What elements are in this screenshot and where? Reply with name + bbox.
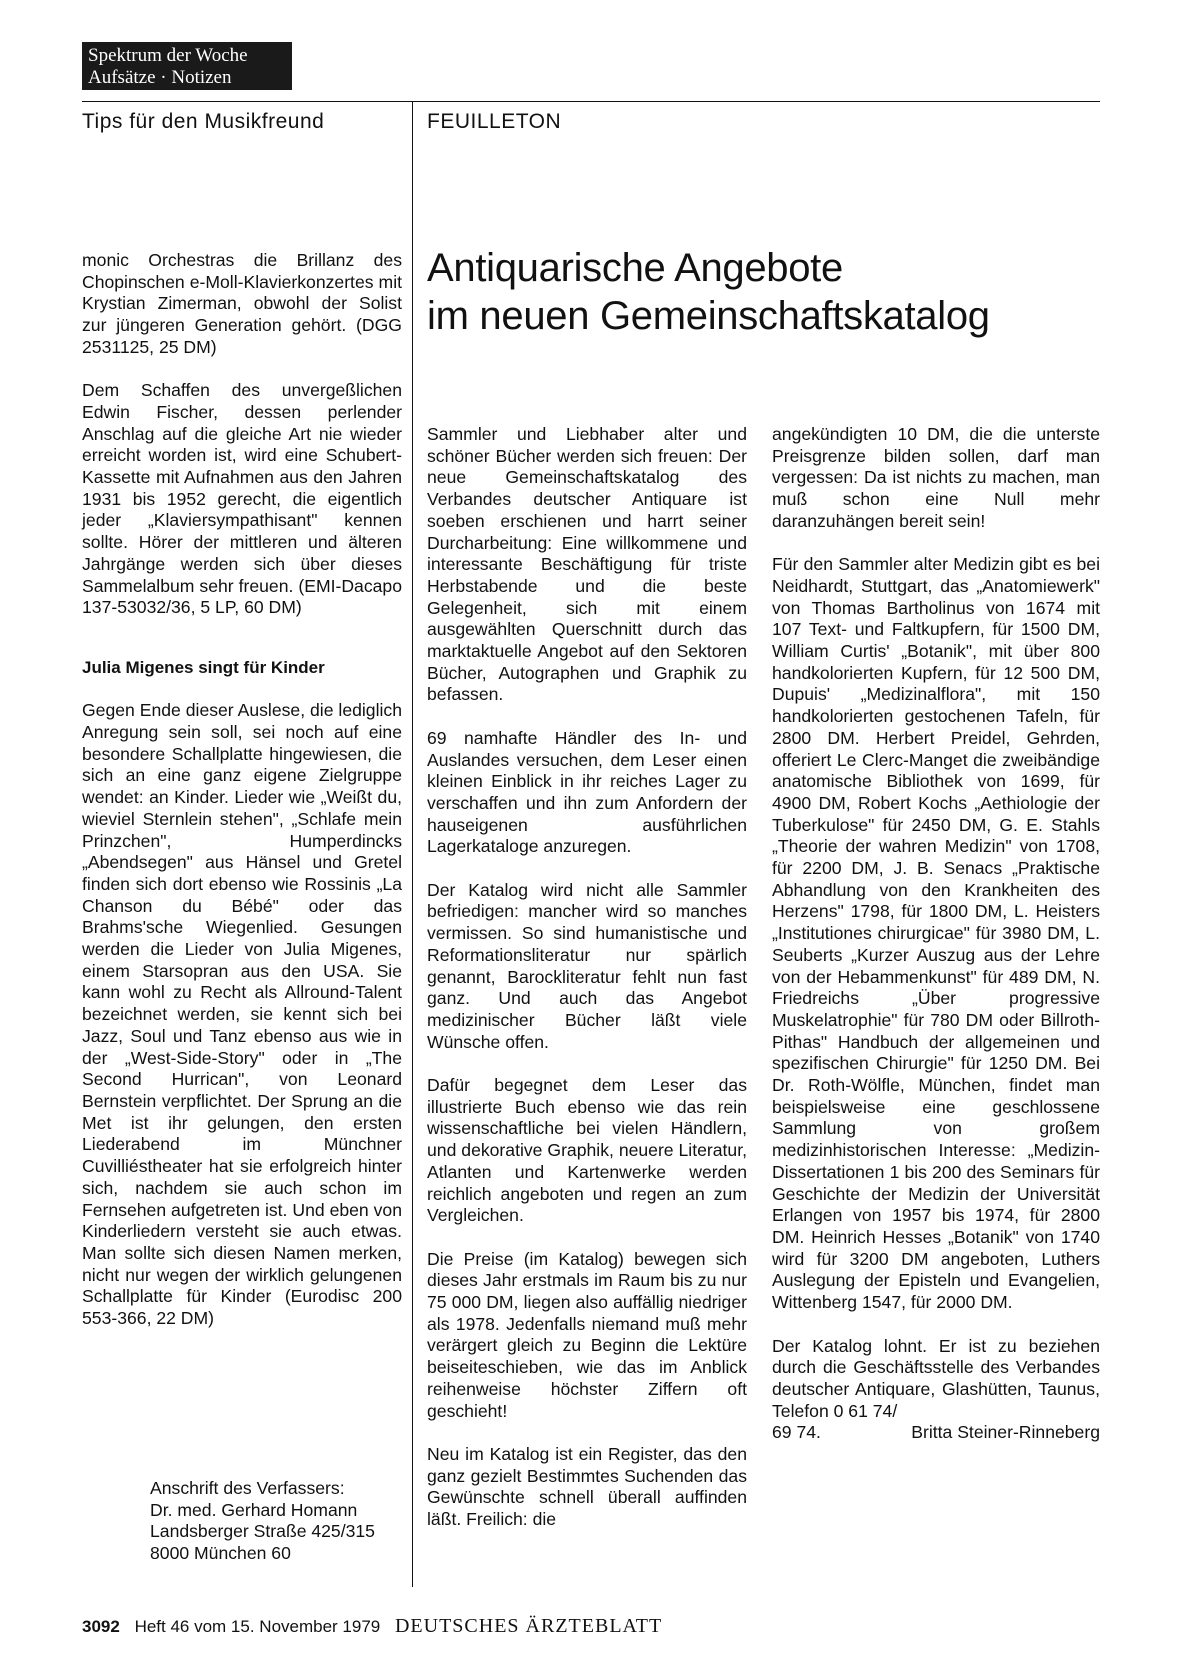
signature-row xyxy=(772,1422,1100,1444)
section-header-box xyxy=(82,42,292,90)
author-address xyxy=(150,1478,375,1565)
rubric-right: FEUILLETON xyxy=(427,110,562,133)
phone-suffix: 69 74. xyxy=(772,1422,821,1443)
article-title xyxy=(427,244,1100,340)
middle-column xyxy=(427,424,747,1531)
left-paragraph-1: monic Orchestras die Brillanz des Chopinschen e-Moll-Klavierkonzertes mit Krystian Zimerman, obwohl der Solist zur jüngeren Generation gehört. (DGG 2531125, 25 DM) xyxy=(82,250,402,357)
address-line-3: Landsberger Straße 425/315 xyxy=(150,1521,375,1542)
author-signature: Britta Steiner-Rinneberg xyxy=(911,1422,1100,1443)
top-rule xyxy=(82,101,1100,102)
address-line-4: 8000 München 60 xyxy=(150,1543,291,1564)
address-line-2: Dr. med. Gerhard Homann xyxy=(150,1499,358,1520)
issue-info: Heft 46 vom 15. November 1979 xyxy=(134,1617,381,1636)
right-paragraph-2: Für den Sammler alter Medizin gibt es bei Neidhardt, Stuttgart, das „Anatomiewerk" von Thomas Bartholinus von 1674 mit 107 Text- und Faltkupfern, für 1500 DM, William Curtis' „Botanik", mit über 800 handkolorierten Kupfern, für 12 500 DM, Dupuis' „Medizinalflora", mit 150 handkolorierten gestochenen Tafeln, für 2800 DM. Herbert Preidel, Gehrden, offeriert Le Clerc-Manget die zweibändige anatomische Bibliothek von 1699, für 4900 DM, Robert Kochs „Aethiologie der Tuberkulose" für 2450 DM, G. E. Stahls „Theorie der wahren Medizin" von 1708, für 2200 DM, J. B. Senacs „Praktische Abhandlung von den Krankheiten des Herzens" 1798, für 1800 DM, L. Heisters „Institutiones chirurgicae" für 3980 DM, L. Seuberts „Kurzer Auszug aus der Lehre von der Hebammenkunst" für 489 DM, N. Friedreichs „Über progressive Muskelatrophie" für 780 DM oder Billroth-Pithas" Handbuch der allgemeinen und spezifischen Chirurgie" für 1250 DM. Bei Dr. Roth-Wölfle, München, findet man beispielsweise eine geschlossene Sammlung von großem medizinhistorischen Interesse: „Medizin-Dissertationen 1 bis 200 des Seminars für Geschichte der Medizin der Universität Erlangen von 1957 bis 1974, für 2800 DM. Heinrich Hesses „Botanik" von 1740 wird für 3200 DM angeboten, Luthers Auslegung der Episteln und Evangelien, Wittenberg 1547, für 2000 DM. xyxy=(772,554,1100,1313)
left-subheading: Julia Migenes singt für Kinder xyxy=(82,657,325,677)
middle-paragraph-3: Der Katalog wird nicht alle Sammler befriedigen: mancher wird so manches vermissen. So sind humanistische und Reformationsliteratur nur spärlich genannt, Barockliteratur fehlt nun fast ganz. Und auch das Angebot medizinischer Bücher läßt viele Wünsche offen. xyxy=(427,879,747,1052)
right-paragraph-3: Der Katalog lohnt. Er ist zu beziehen durch die Geschäftsstelle des Verbandes deutscher Antiquare, Glashütten, Taunus, Telefon 0 61 74/ xyxy=(772,1335,1100,1421)
middle-paragraph-6: Neu im Katalog ist ein Register, das den ganz gezielt Bestimmtes Suchenden das Gewünschte schnell überall auffinden läßt. Freilich: die xyxy=(427,1443,747,1530)
article-title-line-2: im neuen Gemeinschaftskatalog xyxy=(427,294,990,338)
address-line-1: Anschrift des Verfassers: xyxy=(150,1478,345,1498)
middle-paragraph-4: Dafür begegnet dem Leser das illustrierte Buch ebenso wie das rein wissenschaftliche bei vielen Händlern, und dekorative Graphik, neuere Literatur, Atlanten und Kartenwerke werden reichlich angeboten und regen an zum Vergleichen. xyxy=(427,1075,747,1226)
section-header-line1: Spektrum der Woche xyxy=(88,45,248,66)
page-number: 3092 xyxy=(82,1617,120,1636)
article-title-line-1: Antiquarische Angebote xyxy=(427,246,843,290)
middle-paragraph-5: Die Preise (im Katalog) bewegen sich dieses Jahr erstmals im Raum bis zu nur 75 000 DM, liegen also auffällig niedriger als 1978. Jedenfalls niemand muß mehr verärgert gleich zu Beginn die Lektüre beiseiteschieben, wie das im Anblick reihenweise höchster Ziffern oft geschieht! xyxy=(427,1248,747,1421)
column-divider xyxy=(412,101,413,1587)
section-header-line2: Aufsätze · Notizen xyxy=(88,67,232,88)
right-paragraph-1: angekündigten 10 DM, die die unterste Preisgrenze bilden sollen, darf man vergessen: Da ist nichts zu machen, man muß schon eine Null mehr daranzuhängen bereit sein! xyxy=(772,424,1100,531)
middle-paragraph-2: 69 namhafte Händler des In- und Auslandes versuchen, dem Leser einen kleinen Einblick in ihr reiches Lager zu verschaffen und ihn zum Anfordern der hauseigenen ausführlichen Lagerkataloge anzuregen. xyxy=(427,727,747,857)
middle-paragraph-1: Sammler und Liebhaber alter und schöner Bücher werden sich freuen: Der neue Gemeinschaftskatalog des Verbandes deutscher Antiquare ist soeben erschienen und harrt seiner Durcharbeitung: Eine willkommene und interessante Beschäftigung für triste Herbstabende und die beste Gelegenheit, sich mit einem ausgewählten Querschnitt durch das marktaktuelle Angebot auf den Sektoren Bücher, Autographen und Graphik zu befassen. xyxy=(427,424,747,705)
page-footer xyxy=(82,1615,662,1638)
rubric-left: Tips für den Musikfreund xyxy=(82,110,325,133)
journal-name: DEUTSCHES ÄRZTEBLATT xyxy=(394,1615,663,1637)
left-paragraph-3: Gegen Ende dieser Auslese, die lediglich Anregung sein soll, sei noch auf eine besondere Schallplatte hingewiesen, die sich an eine ganz eigene Zielgruppe wendet: an Kinder. Lieder wie „Weißt du, wieviel Sternlein stehen", „Schlafe mein Prinzchen", Humperdincks „Abendsegen" aus Hänsel und Gretel finden sich dort ebenso wie Rossinis „La Chanson du Bébé" oder das Brahms'sche Wiegenlied. Gesungen werden die Lieder von Julia Migenes, einem Starsopran aus den USA. Sie kann wohl zu Recht als Allround-Talent bezeichnet werden, sie kennt sich bei Jazz, Soul und Tanz ebenso aus wie in der „West-Side-Story" oder in „The Second Hurrican", von Leonard Bernstein verpflichtet. Der Sprung an die Met ist ihr gelungen, den ersten Liederabend im Münchner Cuvilliéstheater hat sie erfolgreich hinter sich, nachdem sie auch schon im Fernsehen aufgetreten ist. Und eben von Kinderliedern versteht sie auch etwas. Man sollte sich diesen Namen merken, nicht nur wegen der wirklich gelungenen Schallplatte für Kinder (Eurodisc 200 553-366, 22 DM) xyxy=(82,700,402,1329)
right-column xyxy=(772,424,1100,1444)
left-paragraph-2: Dem Schaffen des unvergeßlichen Edwin Fischer, dessen perlender Anschlag auf die gleiche Art nie wieder erreicht worden ist, wird eine Schubert-Kassette mit Aufnahmen aus den Jahren 1931 bis 1952 gerecht, die eigentlich jeder „Klaviersympathisant" kennen sollte. Hörer der mittleren und älteren Jahrgänge werden sich über dieses Sammelalbum sehr freuen. (EMI-Dacapo 137-53032/36, 5 LP, 60 DM) xyxy=(82,380,402,618)
left-column xyxy=(82,250,402,1330)
